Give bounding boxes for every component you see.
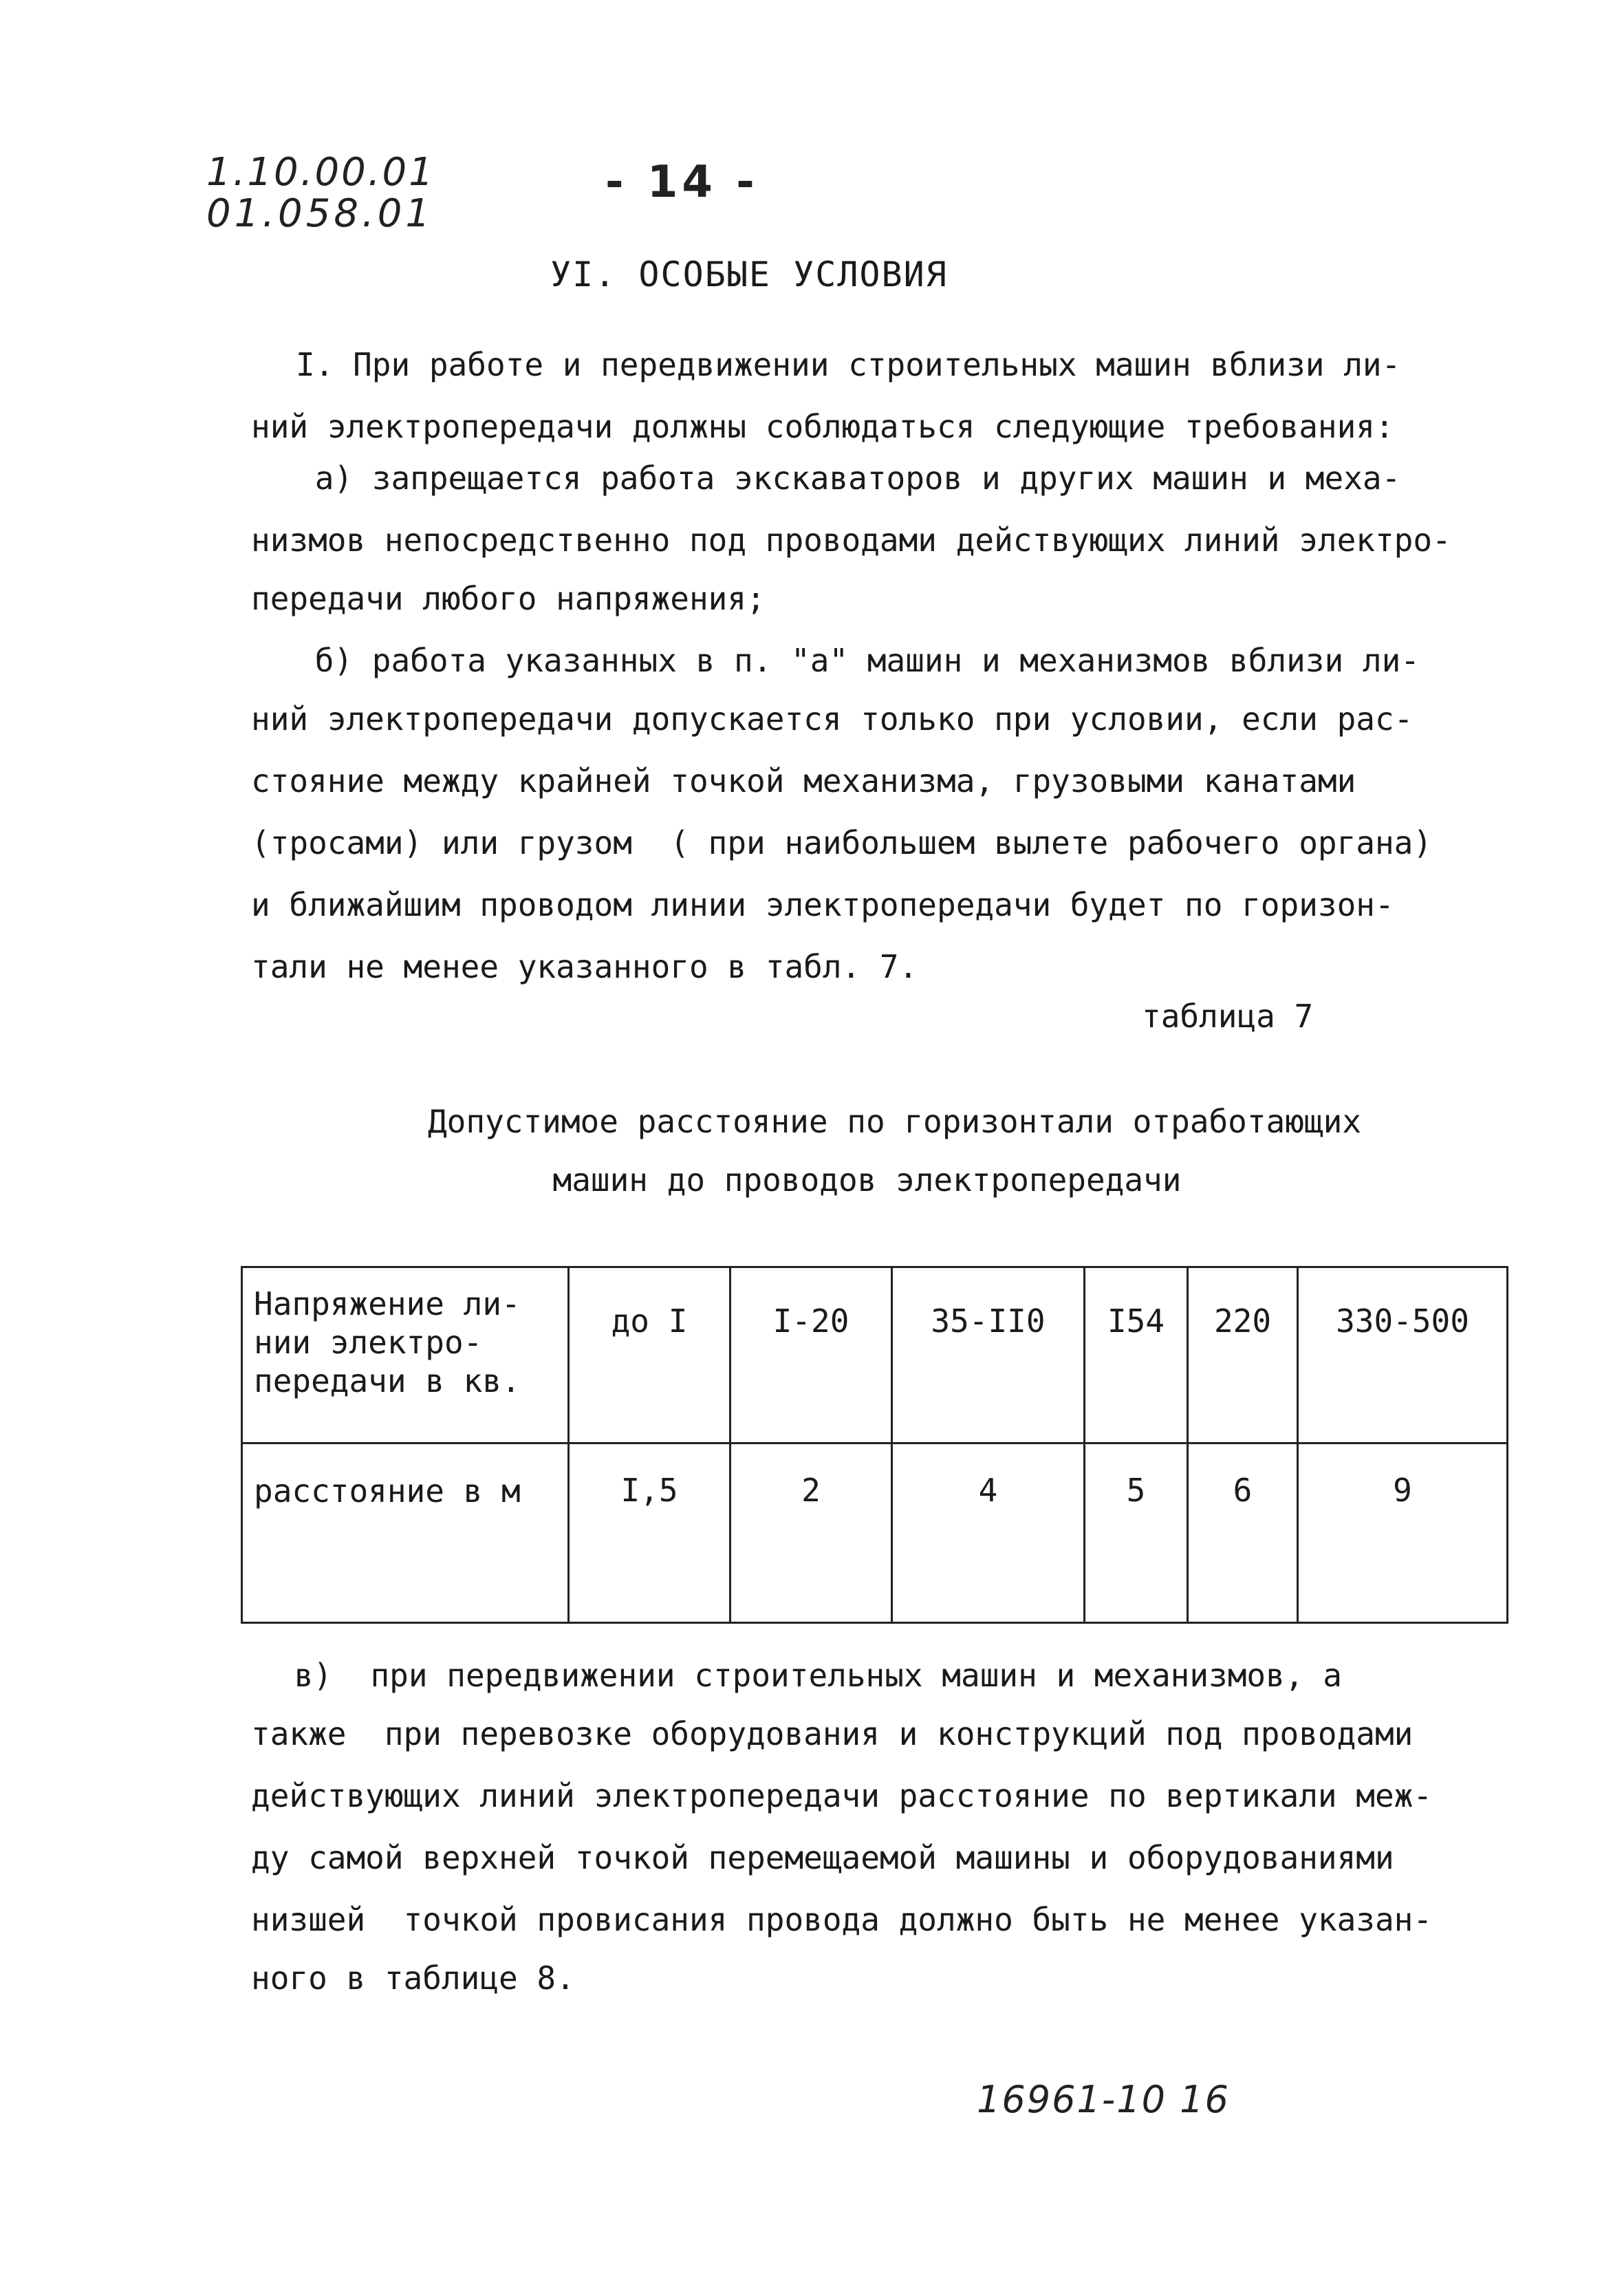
table-cell: 4 [892,1443,1085,1623]
table-cell: 5 [1085,1443,1188,1623]
paragraph3-line5: низшей точкой провисания провода должно быть не менее указан- [251,1901,1433,1938]
paragraph3-line2: также при перевозке оборудования и конструкций под проводами [251,1715,1414,1752]
table-cell: 2 [730,1443,892,1623]
paragraph1-line3: а) запрещается работа экскаваторов и других машин и меха- [296,460,1401,497]
paragraph2-line1: б) работа указанных в п. "а" машин и механизмов вблизи ли- [296,642,1420,679]
paragraph3-line6: ного в таблице 8. [251,1960,575,1997]
table-cell: 6 [1188,1443,1298,1623]
paragraph1-line4: низмов непосредственно под проводами действующих линий электро- [251,522,1451,559]
paragraph2-line3: стояние между крайней точкой механизма, грузовыми канатами [251,762,1356,799]
paragraph1-line5: передачи любого напряжения; [251,580,766,617]
table-cell: 330-500 [1298,1267,1508,1443]
table-label: таблица 7 [1142,998,1314,1035]
table-cell: I54 [1085,1267,1188,1443]
document-code-line2: 01.058.01 [206,191,434,236]
section-title: УI. ОСОБЫЕ УСЛОВИЯ [550,255,948,294]
paragraph3-line1: в) при передвижении строительных машин и механизмов, а [275,1657,1342,1694]
table-cell: I-20 [730,1267,892,1443]
paragraph2-line5: и ближайшим проводом линии электропередачи будет по горизон- [251,886,1394,923]
table-title-line2: машин до проводов электропередачи [552,1161,1182,1199]
page-number: - 14 - [605,157,759,208]
document-code-line1: 1.10.00.01 [206,150,435,195]
footer-stamp: 16961-10 16 [977,2078,1230,2121]
table-header-voltage [242,1267,569,1443]
paragraph2-line4: (тросами) или грузом ( при наибольшем вылете рабочего органа) [251,824,1433,861]
table-header-voltage-line2: нии электро- [254,1324,483,1361]
table-cell: 9 [1298,1443,1508,1623]
table-cell: 220 [1188,1267,1298,1443]
table-header-distance: расстояние в м [242,1443,569,1623]
paragraph2-line6: тали не менее указанного в табл. 7. [251,948,918,985]
table-cell: до I [569,1267,730,1443]
voltage-distance-table [241,1266,1508,1624]
table-cell: 35-II0 [892,1267,1085,1443]
table-header-voltage-line1: Напряжение ли- [254,1285,521,1322]
table-header-voltage-line3: передачи в кв. [254,1362,521,1399]
paragraph1-line1: I. При работе и передвижении строительных машин вблизи ли- [296,346,1401,383]
table-title-line1: Допустимое расстояние по горизонтали отработающих [427,1103,1362,1140]
table-cell: I,5 [569,1443,730,1623]
paragraph3-line4: ду самой верхней точкой перемещаемой машины и оборудованиями [251,1839,1394,1876]
paragraph3-line3: действующих линий электропередачи расстояние по вертикали меж- [251,1777,1433,1814]
table-row [242,1267,1508,1443]
paragraph1-line2: ний электропередачи должны соблюдаться следующие требования: [251,408,1394,445]
table-row [242,1443,1508,1623]
paragraph2-line2: ний электропередачи допускается только при условии, если рас- [251,700,1414,738]
